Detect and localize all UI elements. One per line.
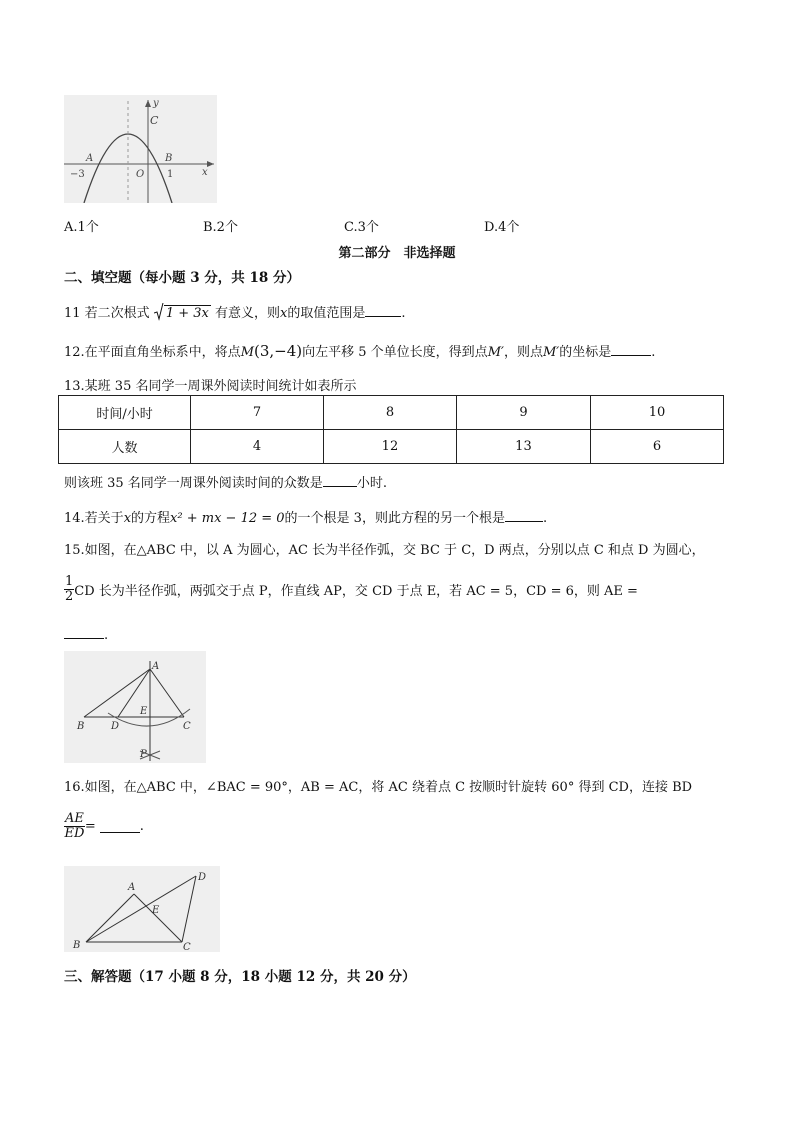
q14-equation: x² + mx − 12 = 0	[170, 511, 285, 526]
parabola-figure	[64, 95, 217, 203]
q15-label-d: D	[111, 721, 120, 732]
point-a-label: A	[86, 153, 94, 164]
q14-var: x	[123, 511, 132, 526]
question-13-ask	[64, 472, 387, 491]
one-half-fraction	[64, 575, 74, 604]
radicand: 1 + 3x	[165, 306, 209, 321]
question-12	[64, 341, 655, 360]
one-label: 1	[167, 169, 174, 180]
q11-prefix: 11 若二次根式	[64, 306, 150, 321]
q16-figure	[64, 866, 220, 952]
answer-blank[interactable]	[365, 304, 401, 317]
q11-end: .	[401, 306, 406, 321]
fraction-denominator: 2	[65, 588, 74, 604]
answer-blank[interactable]	[323, 474, 357, 487]
option-a: A.1个	[64, 220, 99, 235]
neg-three-label: −3	[70, 169, 85, 180]
q16-equals: =	[84, 818, 96, 834]
question-15-line1: 15.如图，在△ABC 中，以 A 为圆心，AC 长为半径作弧，交 BC 于 C，D 两点，分别以点 C 和点 D 为圆心，	[64, 543, 705, 558]
q11-suffix: 的取值范围是	[287, 306, 366, 321]
section-three-heading: 三、解答题（17 小题 8 分，18 小题 12 分，共 20 分）	[64, 969, 416, 985]
question-15-answer	[64, 626, 108, 643]
question-11	[64, 302, 406, 321]
q12-point-prime-2: M′	[542, 345, 560, 360]
origin-label: O	[136, 169, 145, 180]
q15-text: CD 长为半径作弧，两弧交于点 P，作直线 AP，交 CD 于点 E，若 AC = 5，CD = 6，则 AE =	[74, 583, 638, 599]
q15-label-a: A	[152, 661, 160, 672]
q16-label-e: E	[152, 905, 160, 916]
answer-blank[interactable]	[64, 626, 104, 639]
x-axis-label: x	[202, 167, 208, 178]
q12-prefix: 12.在平面直角坐标系中，将点	[64, 345, 241, 360]
table-row	[59, 396, 724, 430]
answer-blank[interactable]	[505, 509, 543, 522]
question-16-line2	[64, 808, 144, 844]
q12-point: M	[240, 345, 254, 360]
q13-unit: 小时.	[356, 476, 387, 491]
sqrt-expression	[154, 306, 211, 321]
q15-label-b: B	[77, 721, 85, 732]
table-cell: 13	[456, 430, 590, 464]
q12-middle-2: ，则点	[503, 345, 543, 360]
q11-var: x	[280, 306, 288, 321]
q13-text: 则该班 35 名同学一周课外阅读时间的众数是	[64, 476, 323, 491]
option-d: D.4个	[484, 220, 520, 235]
q15-end: .	[104, 628, 109, 643]
point-b-label: B	[165, 153, 173, 164]
fraction-numerator: AE	[65, 810, 84, 826]
table-cell: 7	[191, 396, 324, 430]
table-cell: 4	[191, 430, 324, 464]
q16-label-d: D	[198, 872, 207, 883]
table-row	[59, 430, 724, 464]
option-c: C.3个	[344, 220, 379, 235]
q15-label-c: C	[183, 721, 191, 732]
q14-middle: 的方程	[131, 511, 171, 526]
q12-suffix: 的坐标是	[559, 345, 612, 360]
answer-blank[interactable]	[100, 820, 140, 833]
question-15-line2	[64, 572, 638, 606]
q16-label-a: A	[128, 882, 136, 893]
point-c-label: C	[150, 114, 159, 127]
reading-time-table	[58, 395, 724, 464]
q11-middle: 有意义，则	[215, 306, 281, 321]
table-cell: 人数	[59, 430, 191, 464]
part-two-title: 第二部分 非选择题	[338, 246, 456, 261]
y-axis-label: y	[153, 98, 159, 109]
fraction-numerator: 1	[65, 573, 74, 589]
q15-label-p: P	[140, 749, 147, 760]
q14-suffix: 的一个根是 3，则此方程的另一个根是	[284, 511, 505, 526]
q12-end: .	[651, 345, 656, 360]
table-cell: 6	[590, 430, 723, 464]
table-cell: 8	[323, 396, 456, 430]
table-cell: 12	[323, 430, 456, 464]
q15-label-e: E	[140, 706, 148, 717]
section-two-heading: 二、填空题（每小题 3 分，共 18 分）	[64, 270, 300, 286]
q15-figure	[64, 651, 206, 763]
q16-label-c: C	[183, 942, 191, 952]
q14-prefix: 14.若关于	[64, 511, 124, 526]
table-cell: 9	[456, 396, 590, 430]
answer-blank[interactable]	[611, 343, 651, 356]
question-13-intro: 13.某班 35 名同学一周课外阅读时间统计如表所示	[64, 379, 357, 394]
fraction-denominator: ED	[64, 825, 85, 841]
q16-end: .	[139, 818, 144, 834]
q12-coords: (3,−4)	[254, 342, 303, 360]
table-cell: 时间/小时	[59, 396, 191, 430]
q12-point-prime-1: M′	[487, 345, 504, 360]
q14-end: .	[542, 511, 548, 526]
q16-label-b: B	[73, 940, 81, 951]
table-cell: 10	[590, 396, 723, 430]
q12-middle: 向左平移 5 个单位长度，得到点	[302, 345, 488, 360]
question-16-line1: 16.如图，在△ABC 中，∠BAC = 90°，AB = AC，将 AC 绕着点 C 按顺时针旋转 60° 得到 CD，连接 BD	[64, 780, 693, 795]
ae-ed-fraction	[64, 812, 85, 841]
question-14	[64, 507, 547, 526]
option-b: B.2个	[203, 220, 238, 235]
